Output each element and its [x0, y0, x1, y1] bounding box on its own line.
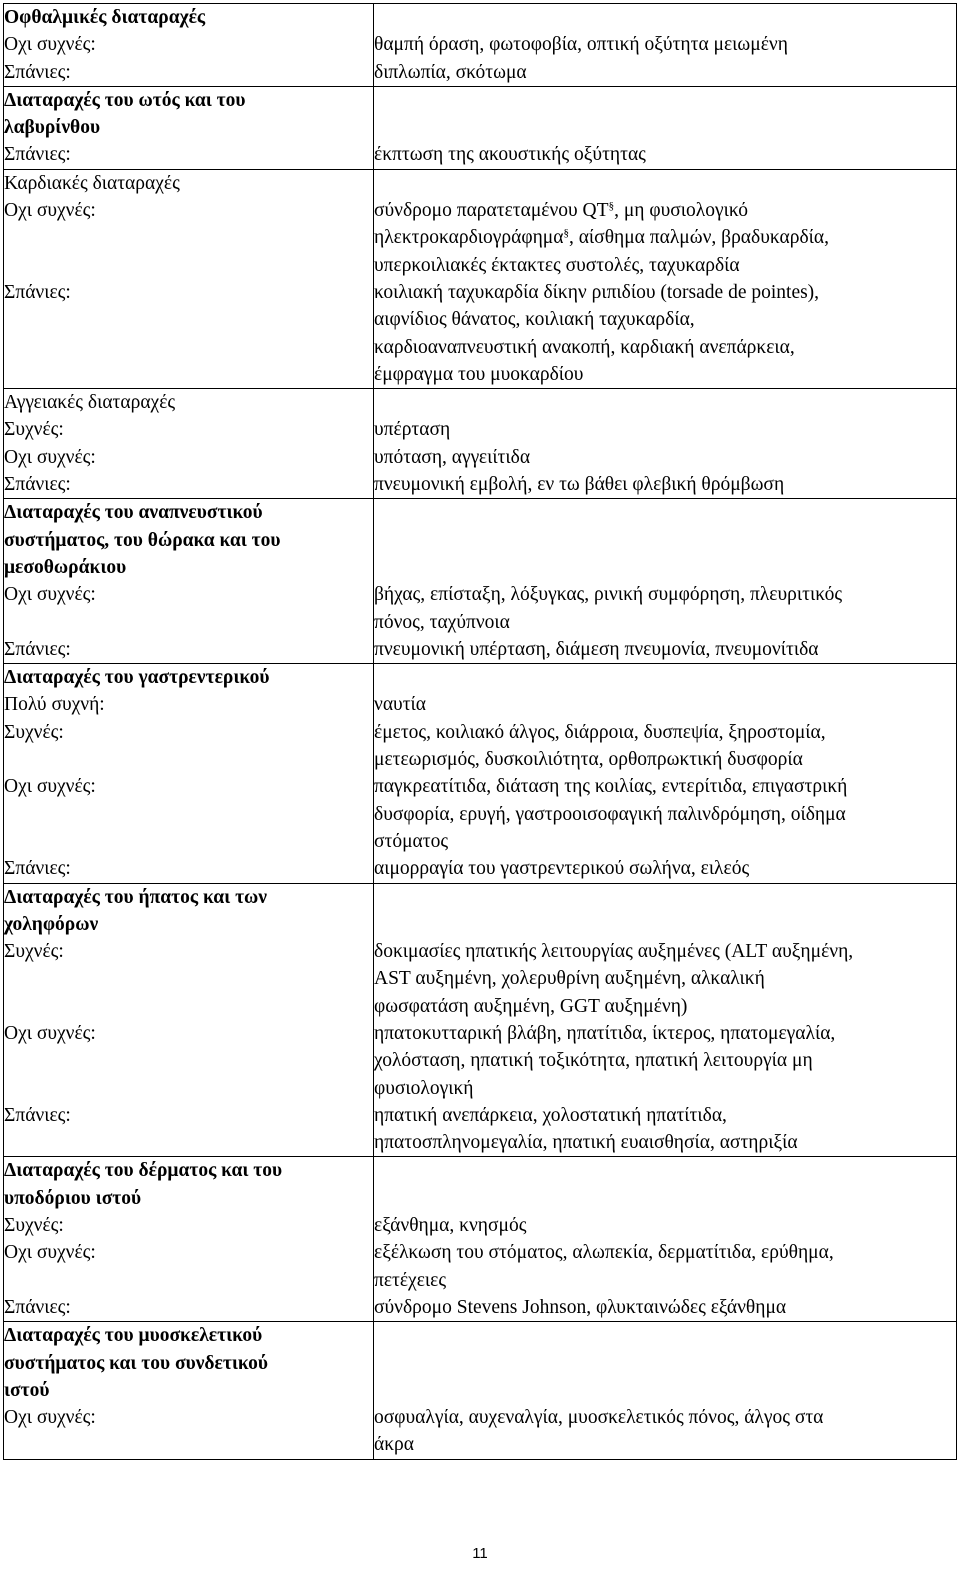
- effects-line: στόματος: [374, 830, 449, 852]
- effects-text: [374, 416, 956, 443]
- frequency-label: Συχνές:: [4, 419, 64, 441]
- spacer-line: [374, 1377, 956, 1404]
- frequency-label: Οχι συχνές:: [4, 1022, 96, 1044]
- effects-line: οσφυαλγία, αυχεναλγία, μυοσκελετικός πόνος, άλγος στα: [374, 1407, 824, 1429]
- table-row: [4, 1157, 957, 1322]
- spacer-line: [4, 828, 373, 855]
- category-heading-line: ιστού: [4, 1379, 50, 1401]
- effects-cell: [374, 4, 957, 87]
- effects-line: πετέχειες: [374, 1269, 447, 1291]
- category-heading: [4, 87, 373, 142]
- category-heading: [4, 170, 373, 197]
- frequency-label: Συχνές:: [4, 941, 64, 963]
- effects-line: ναυτία: [374, 694, 426, 716]
- effects-text: [374, 636, 956, 663]
- effects-line: παγκρεατίτιδα, διάταση της κοιλίας, εντερίτιδα, επιγαστρική: [374, 776, 848, 798]
- frequency-label: Σπάνιες:: [4, 1296, 71, 1318]
- effects-text: [374, 1102, 956, 1157]
- spacer-line: [374, 527, 956, 554]
- effects-line: άκρα: [374, 1434, 414, 1456]
- category-heading-line: συστήματος και του συνδετικού: [4, 1352, 269, 1374]
- category-heading-line: Διαταραχές του γαστρεντερικού: [4, 667, 270, 689]
- effects-line: μετεωρισμός, δυσκοιλιότητα, ορθοπρωκτική δυσφορία: [374, 749, 803, 771]
- frequency-label: Σπάνιες:: [4, 638, 71, 660]
- category-cell: [4, 1322, 374, 1459]
- effects-line: σύνδρομο Stevens Johnson, φλυκταινώδες εξάνθημα: [374, 1296, 787, 1318]
- effects-text-run: ηλεκτροκαρδιογράφημα: [374, 227, 564, 249]
- effects-text: [374, 444, 956, 471]
- table-row: [4, 169, 957, 388]
- category-heading-line: μεσοθωράκιου: [4, 556, 127, 578]
- spacer-line: [4, 224, 373, 251]
- effects-line: εξάνθημα, κνησμός: [374, 1215, 527, 1237]
- table-row: [4, 883, 957, 1157]
- effects-line: έκπτωση της ακουστικής οξύτητας: [374, 144, 646, 166]
- spacer-line: [4, 801, 373, 828]
- category-heading-line: Διαταραχές του ωτός και του: [4, 89, 246, 111]
- effects-text: [374, 855, 956, 882]
- effects-cell: [374, 86, 957, 169]
- effects-line: φυσιολογική: [374, 1077, 474, 1099]
- spacer-line: [374, 1157, 956, 1184]
- effects-line: υπόταση, αγγειίτιδα: [374, 446, 531, 468]
- frequency-label: Οχι συχνές:: [4, 446, 96, 468]
- effects-line: βήχας, επίσταξη, λόξυγκας, ρινική συμφόρηση, πλευριτικός: [374, 584, 843, 606]
- frequency-label: Οχι συχνές:: [4, 1407, 96, 1429]
- table-row: [4, 664, 957, 883]
- effects-line: αιφνίδιος θάνατος, κοιλιακή ταχυκαρδία,: [374, 309, 695, 331]
- category-heading: [4, 389, 373, 416]
- table-row: [4, 499, 957, 664]
- category-heading-line: Διαταραχές του μυοσκελετικού: [4, 1325, 263, 1347]
- effects-line: καρδιοαναπνευστική ανακοπή, καρδιακή ανεπάρκεια,: [374, 336, 795, 358]
- category-heading-line: Καρδιακές διαταραχές: [4, 172, 180, 194]
- frequency-label: Σπάνιες:: [4, 474, 71, 496]
- effects-text-run: σύνδρομο παρατεταμένου QT: [374, 200, 609, 222]
- spacer-line: [4, 993, 373, 1020]
- effects-text: [374, 279, 956, 388]
- effects-cell: [374, 499, 957, 664]
- spacer-line: [374, 1185, 956, 1212]
- effects-line: κοιλιακή ταχυκαρδία δίκην ριπιδίου (torsade de pointes),: [374, 281, 820, 303]
- effects-text: [374, 59, 956, 86]
- effects-text: [374, 581, 956, 636]
- spacer-line: [4, 252, 373, 279]
- spacer-line: [374, 499, 956, 526]
- frequency-label: Οχι συχνές:: [4, 776, 96, 798]
- spacer-line: [4, 1431, 373, 1458]
- effects-line: [374, 224, 956, 251]
- effects-text: [374, 691, 956, 718]
- category-heading-line: Αγγειακές διαταραχές: [4, 392, 176, 414]
- footnote-mark: §: [563, 227, 569, 240]
- effects-cell: [374, 1157, 957, 1322]
- effects-text: [374, 1212, 956, 1239]
- spacer-line: [374, 884, 956, 911]
- effects-line: [374, 197, 956, 224]
- frequency-label: Συχνές:: [4, 1215, 64, 1237]
- effects-line: δοκιμασίες ηπατικής λειτουργίας αυξημένες (ALT αυξημένη,: [374, 941, 854, 963]
- effects-cell: [374, 389, 957, 499]
- category-heading: [4, 1322, 373, 1404]
- category-heading: [4, 664, 373, 691]
- spacer-line: [374, 554, 956, 581]
- frequency-label: Οχι συχνές:: [4, 200, 96, 222]
- effects-line: αιμορραγία του γαστρεντερικού σωλήνα, ειλεός: [374, 858, 750, 880]
- category-heading-line: Διαταραχές του ήπατος και των: [4, 886, 268, 908]
- spacer-line: [4, 609, 373, 636]
- table-row: [4, 1322, 957, 1459]
- category-heading-line: υποδόριου ιστού: [4, 1187, 142, 1209]
- effects-text: [374, 1239, 956, 1294]
- spacer-line: [374, 114, 956, 141]
- frequency-label: Οχι συχνές:: [4, 584, 96, 606]
- effects-line: εξέλκωση του στόματος, αλωπεκία, δερματίτιδα, ερύθημα,: [374, 1242, 834, 1264]
- frequency-label: Σπάνιες:: [4, 61, 71, 83]
- effects-line: [374, 252, 956, 279]
- spacer-line: [4, 334, 373, 361]
- category-cell: [4, 499, 374, 664]
- effects-text: [374, 1294, 956, 1321]
- effects-line: υπέρταση: [374, 419, 451, 441]
- frequency-label: Σπάνιες:: [4, 858, 71, 880]
- effects-line: ηπατική ανεπάρκεια, χολοστατική ηπατίτιδα,: [374, 1104, 727, 1126]
- frequency-label: Σπάνιες:: [4, 144, 71, 166]
- category-cell: [4, 883, 374, 1157]
- effects-text: [374, 1404, 956, 1459]
- category-heading-line: συστήματος, του θώρακα και του: [4, 529, 281, 551]
- spacer-line: [374, 911, 956, 938]
- frequency-label: Πολύ συχνή:: [4, 694, 105, 716]
- effects-text: [374, 938, 956, 1020]
- effects-line: έμετος, κοιλιακό άλγος, διάρροια, δυσπεψία, ξηροστομία,: [374, 721, 826, 743]
- table-row: [4, 86, 957, 169]
- effects-line: AST αυξημένη, χολερυθρίνη αυξημένη, αλκαλική: [374, 968, 765, 990]
- spacer-line: [374, 1322, 956, 1349]
- effects-cell: [374, 169, 957, 388]
- category-heading-line: λαβυρίνθου: [4, 117, 101, 139]
- category-cell: [4, 389, 374, 499]
- frequency-label: Οχι συχνές:: [4, 34, 96, 56]
- spacer-line: [374, 1350, 956, 1377]
- category-heading-line: Διαταραχές του αναπνευστικού: [4, 502, 263, 524]
- effects-line: πνευμονική εμβολή, εν τω βάθει φλεβική θρόμβωση: [374, 474, 785, 496]
- effects-text: [374, 141, 956, 168]
- spacer-line: [4, 1129, 373, 1156]
- category-cell: [4, 169, 374, 388]
- spacer-line: [4, 1075, 373, 1102]
- spacer-line: [4, 1047, 373, 1074]
- frequency-label: Σπάνιες:: [4, 1104, 71, 1126]
- effects-text-run: , μη φυσιολογικό: [614, 200, 748, 222]
- category-heading: [4, 884, 373, 939]
- footnote-mark: §: [608, 200, 615, 213]
- category-cell: [4, 1157, 374, 1322]
- category-cell: [4, 4, 374, 87]
- effects-text: [374, 773, 956, 855]
- spacer-line: [4, 965, 373, 992]
- spacer-line: [4, 306, 373, 333]
- table-row: [4, 389, 957, 499]
- spacer-line: [374, 389, 956, 416]
- effects-line: διπλωπία, σκότωμα: [374, 61, 527, 83]
- spacer-line: [374, 664, 956, 691]
- table-row: [4, 4, 957, 87]
- category-cell: [4, 86, 374, 169]
- adverse-reactions-table: [3, 3, 957, 1460]
- effects-line: ηπατοσπληνομεγαλία, ηπατική ευαισθησία, αστηριξία: [374, 1132, 798, 1154]
- effects-cell: [374, 883, 957, 1157]
- spacer-line: [374, 87, 956, 114]
- effects-text: [374, 719, 956, 774]
- effects-line: πνευμονική υπέρταση, διάμεση πνευμονία, πνευμονίτιδα: [374, 638, 819, 660]
- effects-line: χολόσταση, ηπατική τοξικότητα, ηπατική λειτουργία μη: [374, 1050, 813, 1072]
- frequency-label: Οχι συχνές:: [4, 1242, 96, 1264]
- effects-text: [374, 471, 956, 498]
- spacer-line: [4, 1267, 373, 1294]
- category-heading-line: χοληφόρων: [4, 913, 99, 935]
- spacer-line: [4, 361, 373, 388]
- effects-cell: [374, 664, 957, 883]
- frequency-label: Σπάνιες:: [4, 281, 71, 303]
- category-heading-line: Διαταραχές του δέρματος και του: [4, 1160, 283, 1182]
- effects-line: δυσφορία, ερυγή, γαστροοισοφαγική παλινδρόμηση, οίδημα: [374, 803, 846, 825]
- effects-cell: [374, 1322, 957, 1459]
- effects-text: [374, 1020, 956, 1102]
- effects-text-run: , αίσθημα παλμών, βραδυκαρδία,: [568, 227, 829, 249]
- page-number: 11: [472, 1545, 488, 1562]
- effects-text: [374, 31, 956, 58]
- effects-line: ηπατοκυτταρική βλάβη, ηπατίτιδα, ίκτερος, ηπατομεγαλία,: [374, 1022, 836, 1044]
- spacer-line: [374, 4, 956, 31]
- category-heading: [4, 4, 373, 31]
- category-heading: [4, 1157, 373, 1212]
- frequency-label: Συχνές:: [4, 721, 64, 743]
- category-cell: [4, 664, 374, 883]
- effects-text-run: υπερκοιλιακές έκτακτες συστολές, ταχυκαρδία: [374, 254, 740, 276]
- effects-text: [374, 197, 956, 279]
- effects-line: φωσφατάση αυξημένη, GGT αυξημένη): [374, 995, 688, 1017]
- category-heading-line: Οφθαλμικές διαταραχές: [4, 7, 206, 28]
- effects-line: πόνος, ταχύπνοια: [374, 611, 510, 633]
- spacer-line: [374, 170, 956, 197]
- effects-line: έμφραγμα του μυοκαρδίου: [374, 363, 584, 385]
- effects-line: θαμπή όραση, φωτοφοβία, οπτική οξύτητα μειωμένη: [374, 34, 788, 56]
- category-heading: [4, 499, 373, 581]
- spacer-line: [4, 746, 373, 773]
